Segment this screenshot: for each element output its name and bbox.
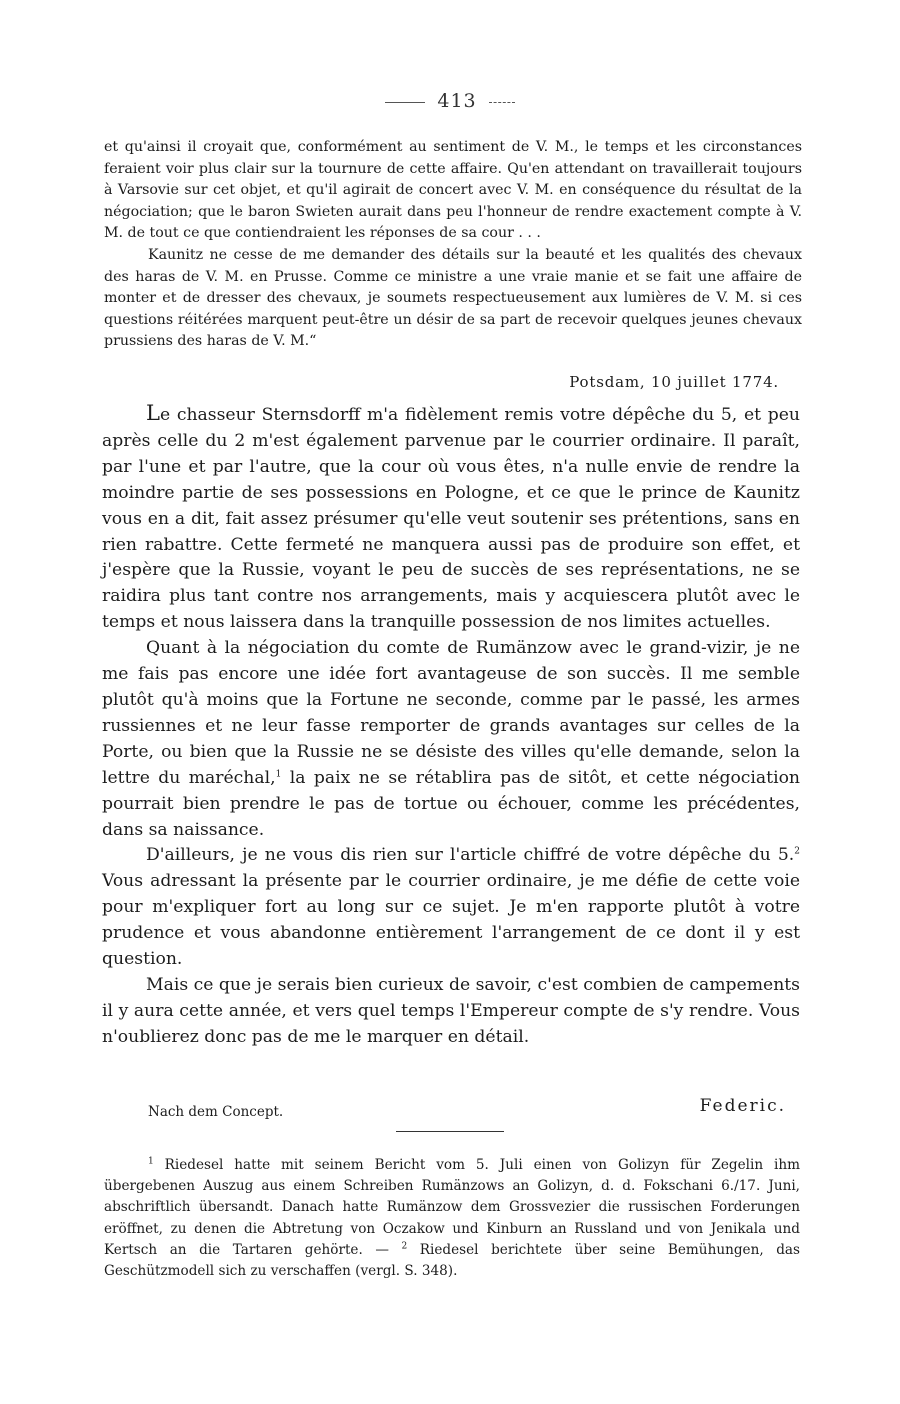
footnote-ref-2: 2: [794, 846, 800, 857]
footnote-mark-1: 1: [148, 1156, 154, 1167]
letter-paragraph-2-text-a: Quant à la négociation du comte de Rumänzow avec le grand-vizir, je ne me fais pas encore une idée fort avantageuse de son succès. Il me semble plutôt qu'à moins que la Fortune ne seconde, comme par le passé, les armes russiennes et ne leur fasse remporter de grands avantages sur celles de la Porte, ou bien que la Russie ne se désiste des villes qu'elle demande, selon la lettre du maréchal,: [102, 638, 800, 788]
source-note: Nach dem Concept.: [148, 1104, 284, 1120]
letter-paragraph-3-text-b: Vous adressant la présente par le courrier ordinaire, je me défie de cette voie pour m'expliquer fort au long sur ce sujet. Je m'en rapporte plutôt à votre prudence et vous abandonne entièrement l'arrangement de ce dont il y est question.: [102, 871, 800, 970]
letter-paragraph-1: [102, 401, 800, 636]
letter-paragraph-4: Mais ce que je serais bien curieux de savoir, c'est combien de campements il y aura cette année, et vers quel temps l'Empereur compte de s'y rendre. Vous n'oublierez donc pas de me le marquer en détail.: [102, 974, 800, 1047]
letter-dateline: Potsdam, 10 juillet 1774.: [569, 373, 779, 391]
header-dash-right: [489, 102, 515, 103]
quote-paragraph-2: Kaunitz ne cesse de me demander des détails sur la beauté et les qualités des chevaux des haras de V. M. en Prusse. Comme ce ministre a une vraie manie et se fait une affaire de monter et de dresser des chevaux, je soumets respectueusement aux lumières de V. M. si ces questions réitérées marquent peut-être un désir de sa part de recevoir quelques jeunes chevaux prussiens des haras de V. M.“: [104, 246, 802, 350]
footnote-mark-2: 2: [401, 1241, 408, 1252]
footnote-paragraph: [104, 1155, 800, 1282]
letter-paragraph-1-text: e chasseur Sternsdorff m'a fidèlement remis votre dépêche du 5, et peu après celle du 2 m'est également parvenue par le courrier ordinaire. Il paraît, par l'une et par l'autre, que la cour où vous êtes, n'a nulle envie de rendre la moindre partie de ses possessions en Pologne, et ce que le prince de Kaunitz vous en a dit, fait assez présumer qu'elle veut soutenir ses prétentions, sans en rien rabattre. Cette fermeté ne manquera aussi pas de produire son effet, et j'espère que la Russie, voyant le peu de succès de ses représentations, ne se raidira plus tant contre nos arrangements, mais y acquiescera plutôt avec le temps et nous laissera dans la tranquille possession de nos limites actuelles.: [102, 405, 800, 633]
letter-paragraph-2-text-b: la paix ne se rétablira pas de sitôt, et cette négociation pourrait bien prendre le pas de tortue ou échouer, comme les précédentes, dans sa naissance.: [102, 767, 800, 840]
footnote-divider: [396, 1131, 504, 1132]
page-header: [0, 90, 900, 112]
page-number: 413: [437, 90, 477, 112]
footnotes: [104, 1155, 800, 1282]
signature: Federic.: [699, 1096, 786, 1116]
letter-paragraph-3: [102, 843, 800, 973]
letter-paragraph-2: [102, 636, 800, 843]
initial-letter: L: [146, 401, 160, 425]
quote-paragraph-1: et qu'ainsi il croyait que, conformément au sentiment de V. M., le temps et les circonstances feraient voir plus clair sur la tournure de cette affaire. Qu'en attendant on travaillerait toujours à Varsovie sur cet objet, et qu'il agirait de concert avec V. M. en conséquence du résultat de la négociation; que le baron Swieten aurait dans peu l'honneur de rendre exactement compte à V. M. de tout ce que contiendraient les réponses de sa cour . . .: [104, 139, 802, 242]
letter-closing: [148, 1096, 798, 1126]
letter-body: [102, 401, 800, 1051]
footnote-ref-1: 1: [275, 768, 282, 779]
footnote-text-2: Riedesel berichtete über seine Bemühungen, das Geschützmodell sich zu verschaffen (vergl. S. 348).: [104, 1241, 800, 1280]
footnote-text-1: Riedesel hatte mit seinem Bericht vom 5. Juli einen von Golizyn für Zegelin ihm übergebenen Auszug aus einem Schreiben Rumänzows an Golizyn, d. d. Fokschani 6./17. Juni, abschriftlich übersandt. Danach hatte Rumänzow dem Grossvezier die russischen Forderungen eröffnet, zu denen die Abtretung von Oczakow und Kinburn an Russland und von Jenikala und Kertsch an die Tartaren gehörte. —: [104, 1157, 800, 1258]
header-dash-left: [385, 102, 425, 103]
letter-paragraph-3-text-a: D'ailleurs, je ne vous dis rien sur l'article chiffré de votre dépêche du 5.: [146, 845, 795, 866]
quoted-report: [104, 137, 802, 353]
